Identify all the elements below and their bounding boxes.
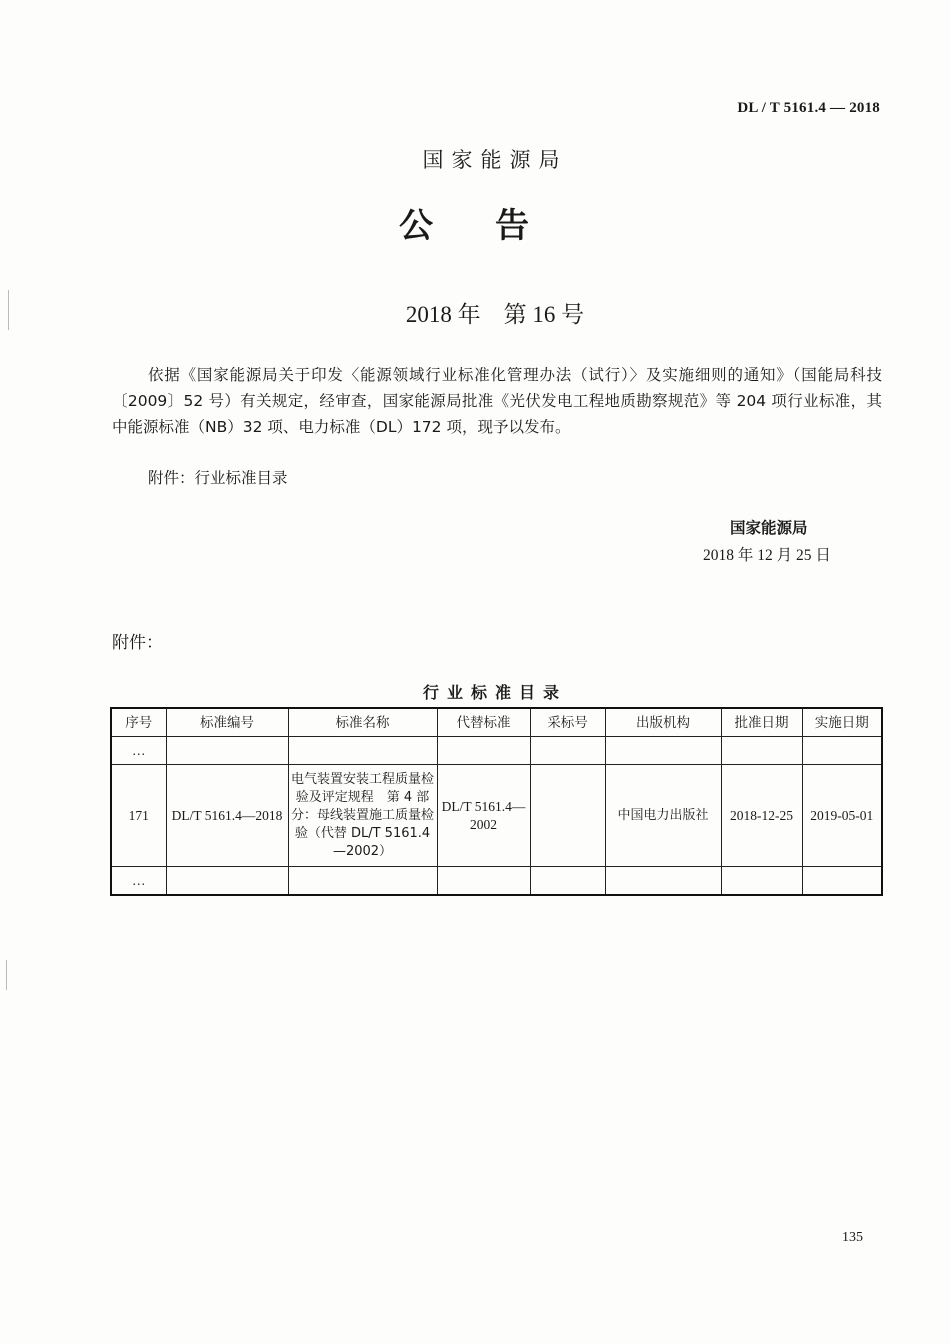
table-cell <box>166 867 288 896</box>
column-header: 序号 <box>111 708 166 737</box>
table-cell: 电气装置安装工程质量检验及评定规程 第 4 部分：母线装置施工质量检验（代替 DL/T 5161.4—2002） <box>288 765 437 867</box>
table-cell <box>288 737 437 765</box>
table-cell: 中国电力出版社 <box>605 765 721 867</box>
table-cell: DL/T 5161.4—2018 <box>166 765 288 867</box>
page-number: 135 <box>842 1230 863 1245</box>
table-cell <box>166 737 288 765</box>
scan-artifact <box>6 960 7 990</box>
table-cell <box>288 867 437 896</box>
issuer-name: 国家能源局 <box>422 148 568 172</box>
table-cell: DL/T 5161.4—2002 <box>437 765 530 867</box>
scan-artifact <box>8 290 9 330</box>
table-cell <box>721 737 802 765</box>
column-header: 采标号 <box>530 708 605 737</box>
attachment-line: 附件：行业标准目录 <box>148 469 288 487</box>
table-cell: 2018-12-25 <box>721 765 802 867</box>
table-row <box>111 737 882 765</box>
attachment-heading: 附件： <box>112 633 163 653</box>
signature-date: 2018 年 12 月 25 日 <box>703 547 831 564</box>
table-cell <box>530 867 605 896</box>
column-header: 标准名称 <box>288 708 437 737</box>
standards-table <box>110 707 883 896</box>
table-cell <box>605 867 721 896</box>
column-header: 出版机构 <box>605 708 721 737</box>
table-cell: 2019-05-01 <box>802 765 882 867</box>
table-cell: … <box>111 737 166 765</box>
table-cell <box>605 737 721 765</box>
table-title: 行业标准目录 <box>422 683 567 702</box>
table-cell: … <box>111 867 166 896</box>
table-cell <box>802 737 882 765</box>
table-cell <box>530 737 605 765</box>
announcement-body: 依据《国家能源局关于印发〈能源领域行业标准化管理办法（试行）〉及实施细则的通知》（国能局科技〔2009〕52 号）有关规定，经审查，国家能源局批准《光伏发电工程地质勘察规范》等 204 项行业标准，其中能源标准（NB）32 项、电力标准（DL）172 项，现予以发布。 <box>112 366 882 436</box>
table-header-row <box>111 708 882 737</box>
column-header: 批准日期 <box>721 708 802 737</box>
table-cell: 171 <box>111 765 166 867</box>
announcement-title: 公告 <box>399 206 591 246</box>
table-row <box>111 867 882 896</box>
table-row <box>111 765 882 867</box>
column-header: 标准编号 <box>166 708 288 737</box>
table-cell <box>437 867 530 896</box>
table-cell <box>437 737 530 765</box>
table-cell <box>721 867 802 896</box>
table-cell <box>802 867 882 896</box>
signature-org: 国家能源局 <box>730 519 808 537</box>
issue-number: 2018 年 第 16 号 <box>405 302 585 327</box>
column-header: 代替标准 <box>437 708 530 737</box>
standard-code: DL / T 5161.4 — 2018 <box>737 100 880 116</box>
column-header: 实施日期 <box>802 708 882 737</box>
table-cell <box>530 765 605 867</box>
